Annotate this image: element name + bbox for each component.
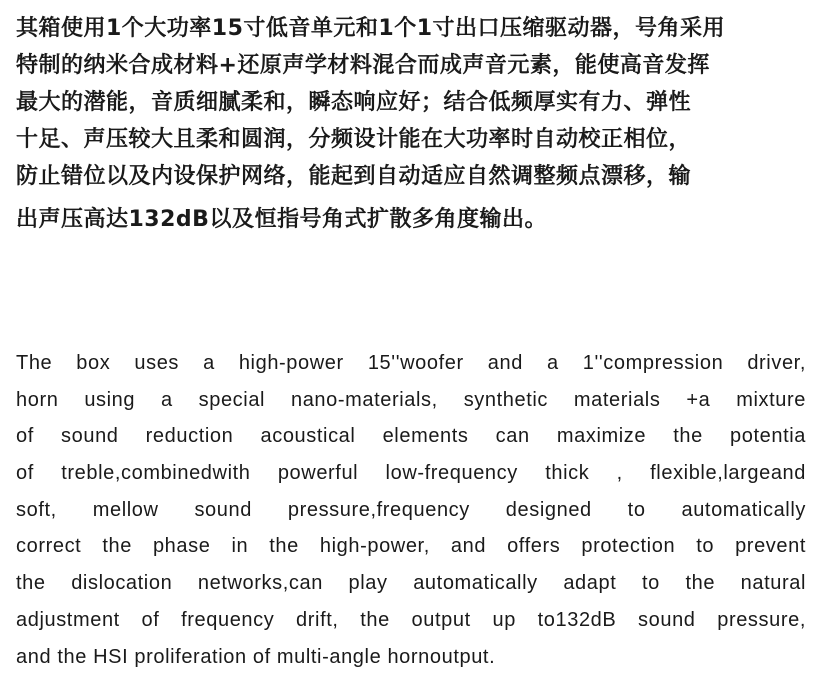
english-line: the dislocation networks,can play automatically adapt to the natural [16,572,806,595]
english-line: of sound reduction acoustical elements can maximize the potentia [16,425,806,448]
english-line: and the HSI proliferation of multi-angle hornoutput. [16,645,496,668]
chinese-line: 其箱使用1个大功率15寸低音单元和1个1寸出口压缩驱动器，号角采用 [16,16,726,41]
english-line: of treble,combinedwith powerful low-frequency thick , flexible,largeand [16,462,806,485]
english-line: horn using a special nano-materials, synthetic materials +a mixture [16,388,806,411]
chinese-line: 特制的纳米合成材料+还原声学材料混合而成声音元素，能使高音发挥 [16,53,710,78]
chinese-line: 最大的潜能，音质细腻柔和，瞬态响应好；结合低频厚实有力、弹性 [16,90,692,115]
chinese-line: 出声压高达132dB以及恒指号角式扩散多角度输出。 [16,207,547,232]
chinese-description [16,10,806,238]
english-line: correct the phase in the high-power, and offers protection to prevent [16,535,806,558]
english-line: soft, mellow sound pressure,frequency designed to automatically [16,498,806,521]
english-line: The box uses a high-power 15''woofer and a 1''compression driver, [16,352,806,374]
chinese-line: 十足、声压较大且柔和圆润，分频设计能在大功率时自动校正相位， [16,127,692,152]
english-line: adjustment of frequency drift, the output up to132dB sound pressure, [16,608,806,631]
chinese-line: 防止错位以及内设保护网络，能起到自动适应自然调整频点漂移，输 [16,164,692,189]
english-description [16,345,806,675]
